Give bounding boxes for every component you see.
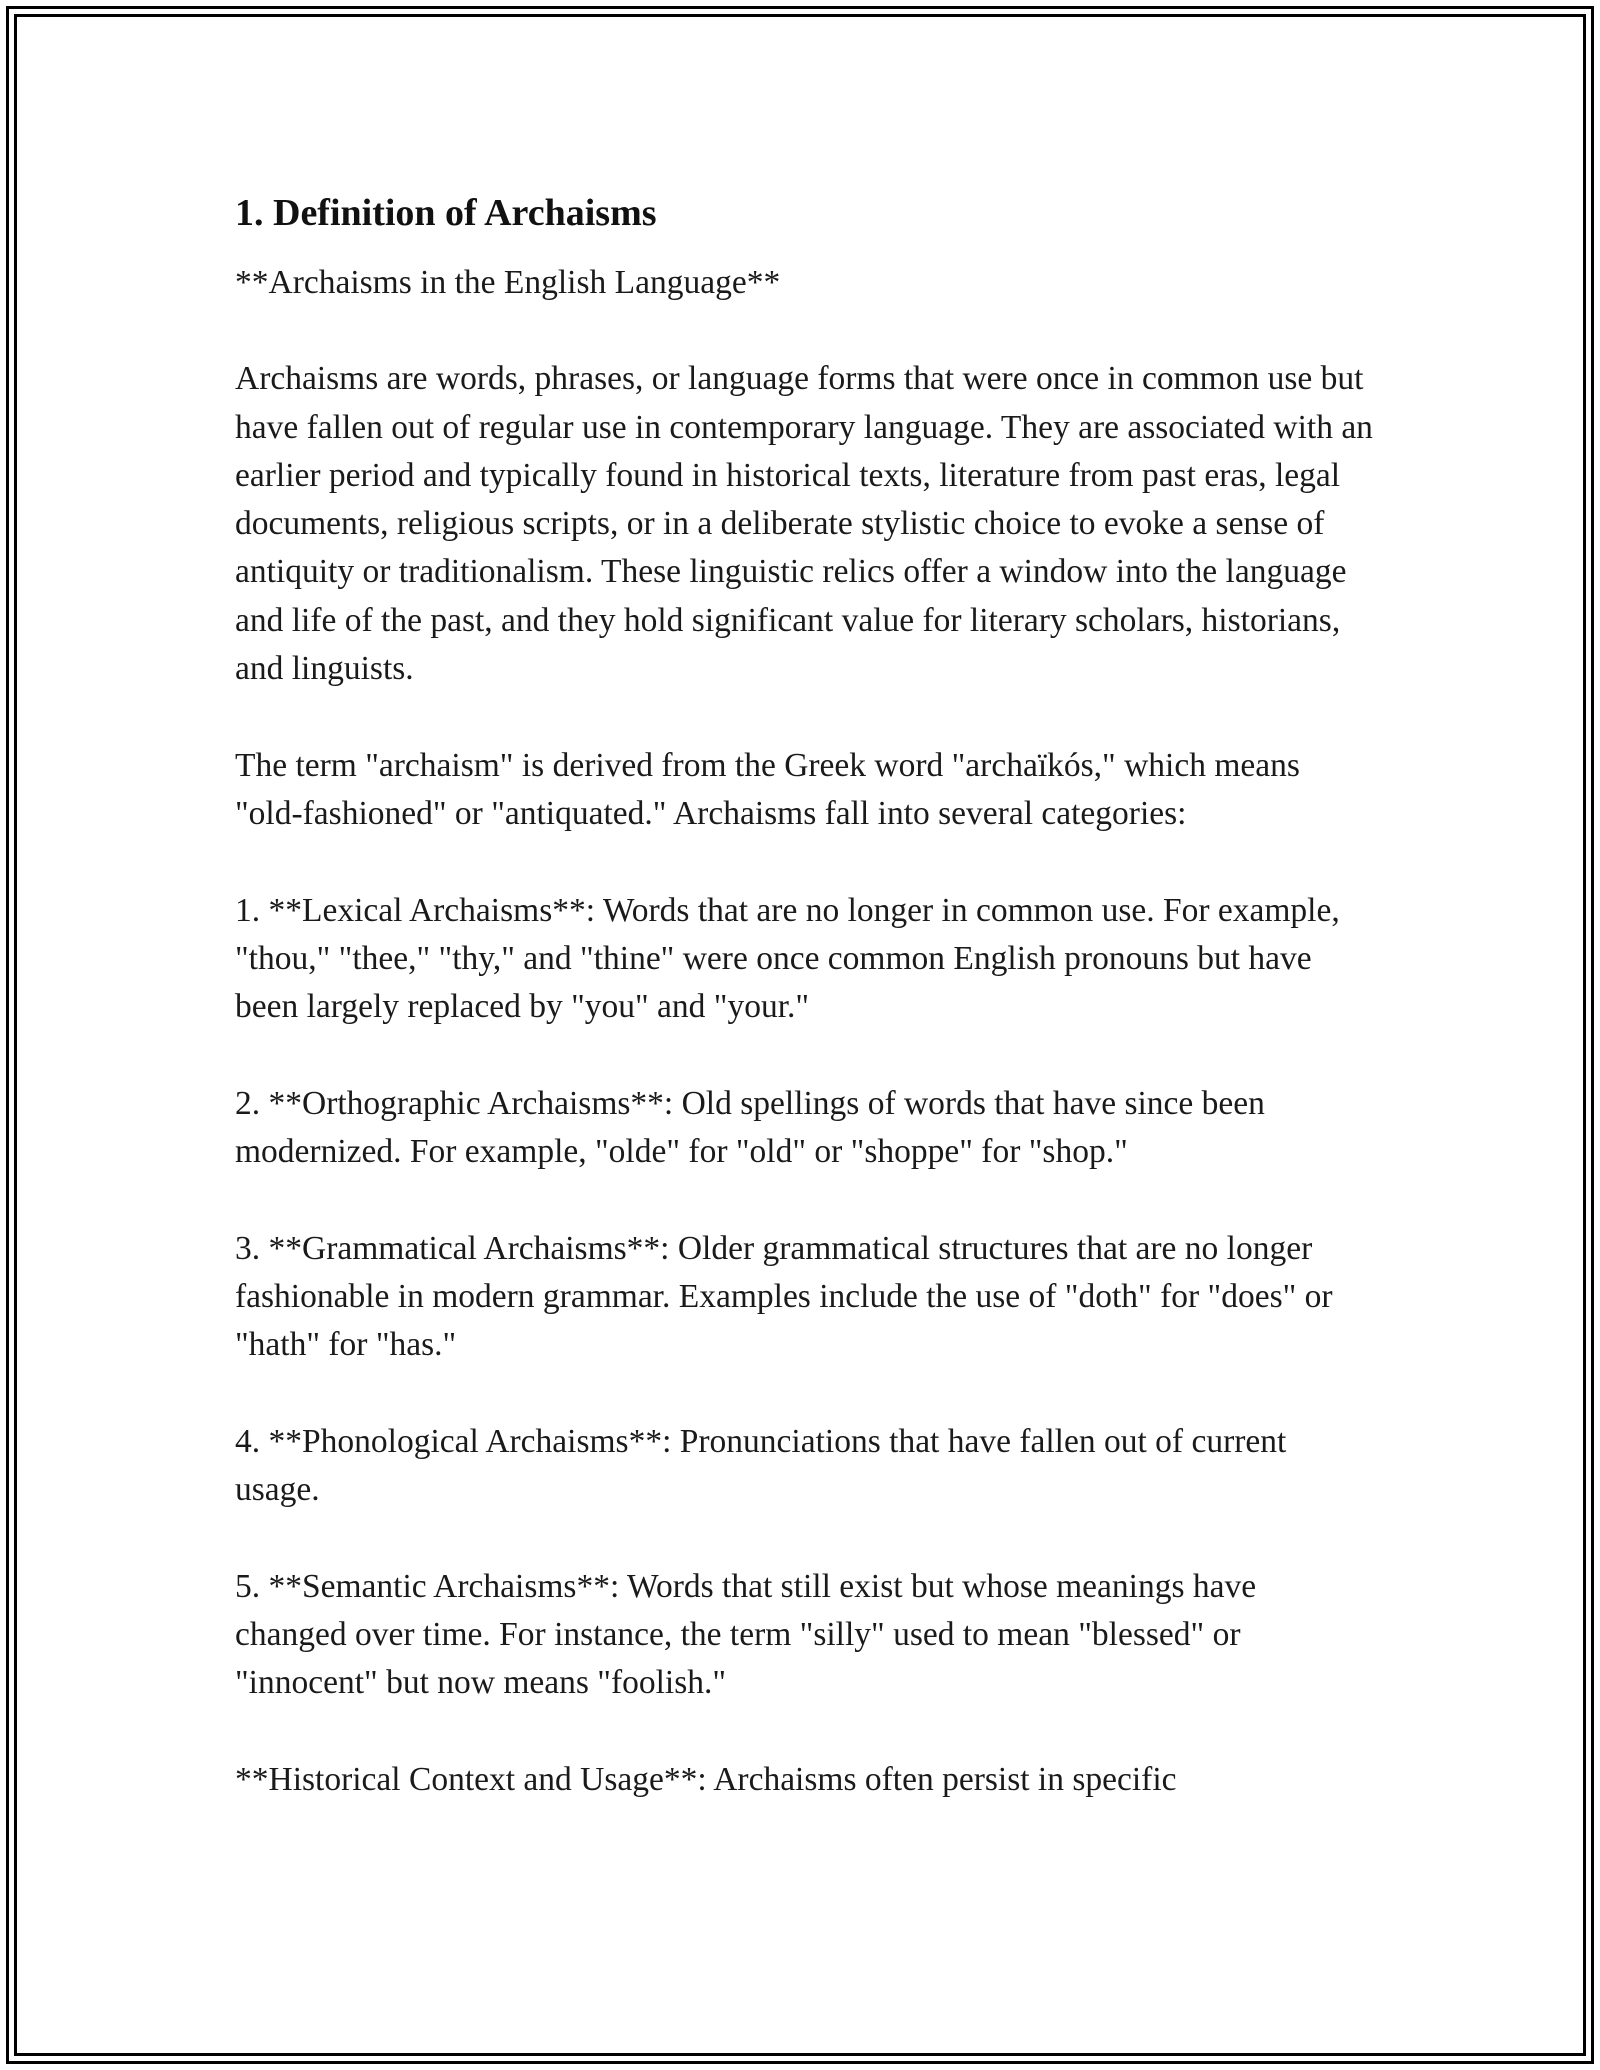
- list-item-grammatical: 3. **Grammatical Archaisms**: Older grammatical structures that are no longer fashionable in modern grammar. Examples include the use of "doth" for "does" or "hath" for "has.": [235, 1229, 1333, 1364]
- list-item-lexical: 1. **Lexical Archaisms**: Words that are no longer in common use. For example, "thou," "thee," "thy," and "thine" were once common English pronouns but have been largely replaced by "you" and "your.": [235, 891, 1340, 1026]
- section-heading: 1. Definition of Archaisms: [235, 192, 657, 234]
- list-item-semantic: 5. **Semantic Archaisms**: Words that still exist but whose meanings have changed over time. For instance, the term "silly" used to mean "blessed" or "innocent" but now means "foolish.": [235, 1567, 1257, 1702]
- document-body: [235, 187, 1375, 1853]
- etymology-paragraph: The term "archaism" is derived from the Greek word "archaïkós," which means "old-fashioned" or "antiquated." Archaisms fall into several categories:: [235, 746, 1300, 832]
- list-item-orthographic: 2. **Orthographic Archaisms**: Old spellings of words that have since been modernized. For example, "olde" for "old" or "shoppe" for "shop.": [235, 1084, 1265, 1171]
- list-item-phonological: 4. **Phonological Archaisms**: Pronunciations that have fallen out of current usage.: [235, 1422, 1287, 1509]
- historical-context-paragraph: **Historical Context and Usage**: Archaisms often persist in specific: [235, 1760, 1177, 1798]
- subtitle-paragraph: **Archaisms in the English Language**: [235, 264, 781, 301]
- intro-paragraph: Archaisms are words, phrases, or language forms that were once in common use but have fallen out of regular use in contemporary language. They are associated with an earlier period and typically found in historical texts, literature from past eras, legal documents, religious scripts, or in a deliberate stylistic choice to evoke a sense of antiquity or traditionalism. These linguistic relics offer a window into the language and life of the past, and they hold significant value for literary scholars, historians, and linguists.: [235, 360, 1373, 688]
